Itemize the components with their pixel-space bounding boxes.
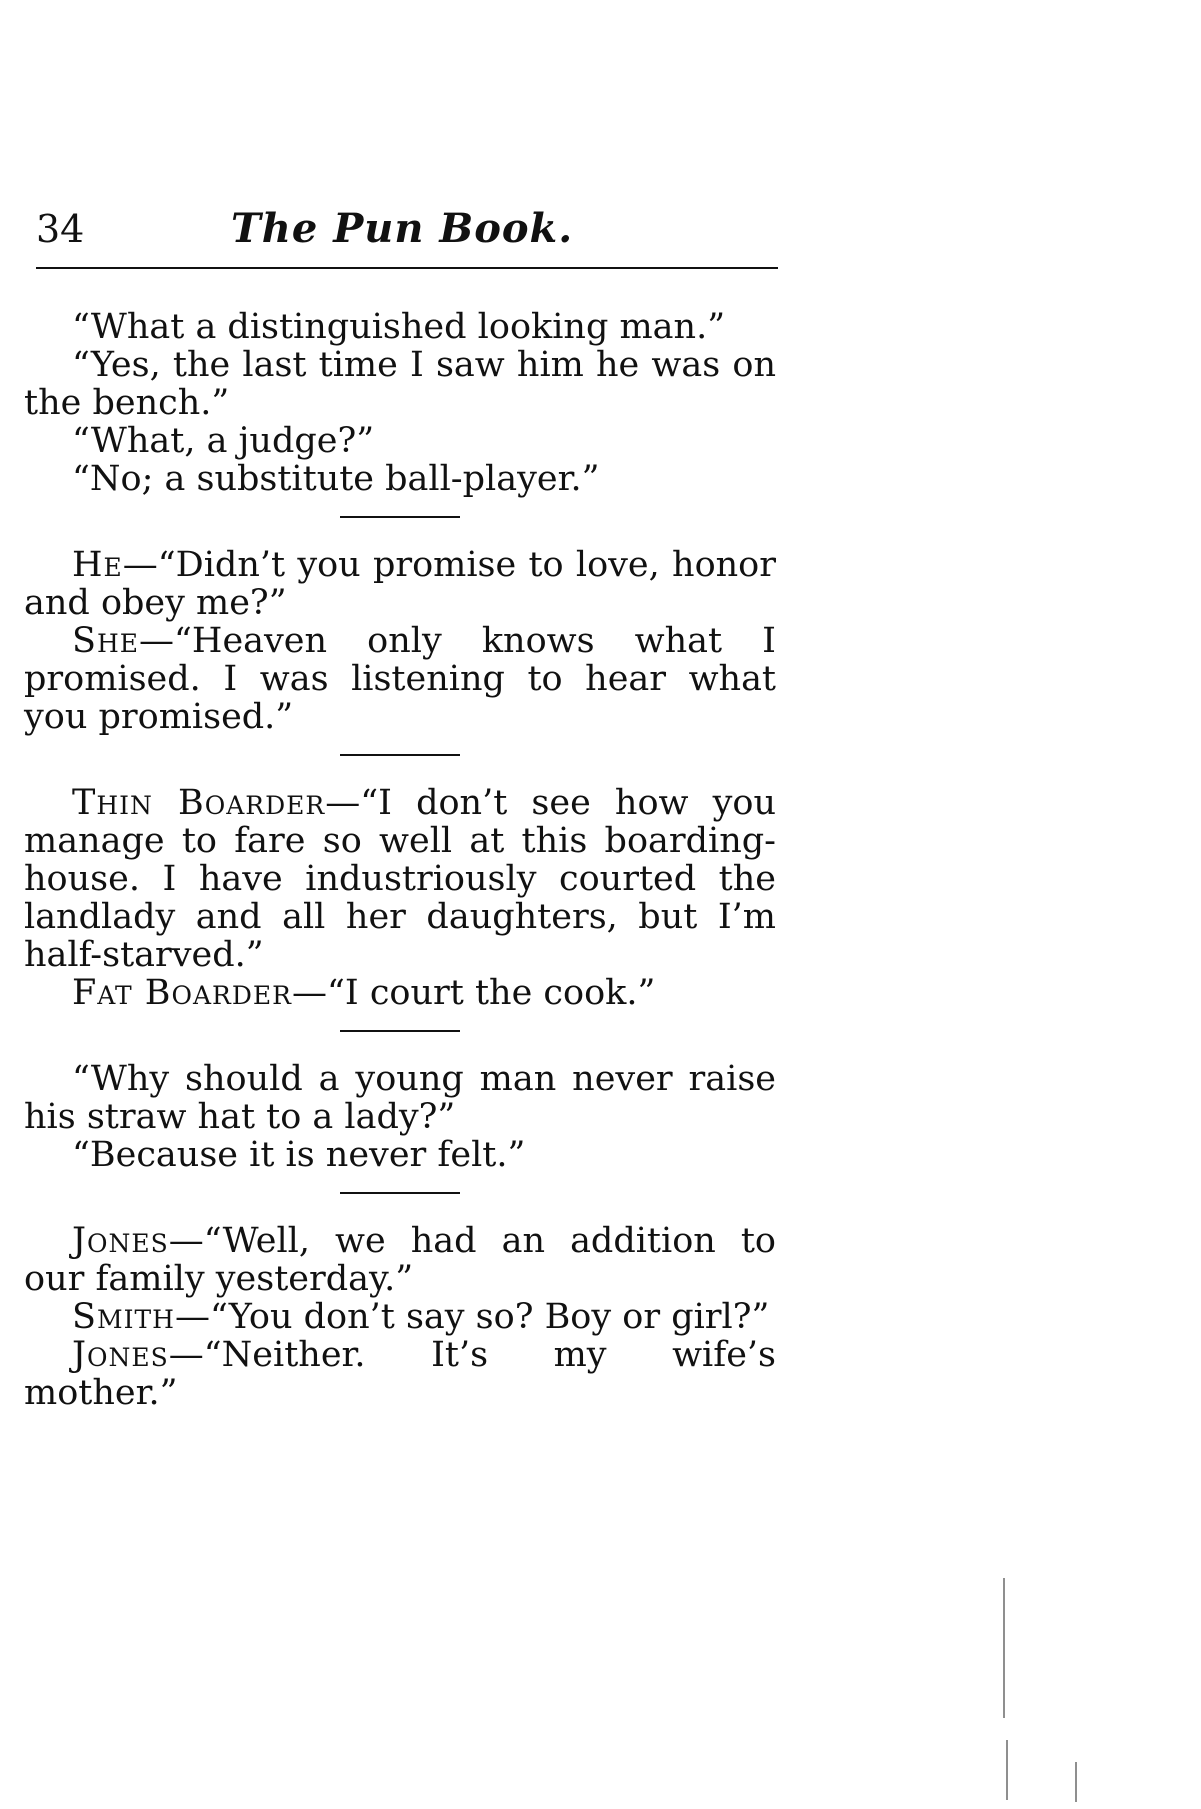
dialogue-line xyxy=(24,546,776,622)
scan-artifact xyxy=(1075,1762,1077,1802)
dialogue-text: —“Heaven only knows what I promised. I was listening to hear what you promised.” xyxy=(24,621,776,737)
dialogue-line xyxy=(24,1136,776,1174)
dialogue-line xyxy=(24,784,776,974)
joke-5 xyxy=(24,1222,776,1412)
section-divider xyxy=(340,516,460,518)
dialogue-text: “Because it is never felt.” xyxy=(72,1135,526,1175)
joke-2 xyxy=(24,546,776,736)
dialogue-line xyxy=(24,460,776,498)
speaker-label: Thin Boarder xyxy=(72,783,326,823)
page-number: 34 xyxy=(36,207,85,251)
dialogue-text: “What, a judge?” xyxy=(72,421,375,461)
dialogue-text: —“I don’t see how you manage to fare so well at this boarding-house. I have industriously courted the landlady and all her daughters, but I’m half-starved.” xyxy=(24,783,776,975)
dialogue-text: “Yes, the last time I saw him he was on the bench.” xyxy=(24,345,776,423)
dialogue-line xyxy=(24,346,776,422)
section-divider xyxy=(340,1030,460,1032)
dialogue-line xyxy=(24,974,776,1012)
section-divider xyxy=(340,754,460,756)
dialogue-line xyxy=(24,1336,776,1412)
dialogue-text: —“I court the cook.” xyxy=(291,973,656,1013)
dialogue-text: “No; a substitute ball-player.” xyxy=(72,459,600,499)
dialogue-line xyxy=(24,1060,776,1136)
dialogue-text: “What a distinguished looking man.” xyxy=(72,307,726,347)
dialogue-text: —“Neither. It’s my wife’s mother.” xyxy=(24,1335,776,1413)
section-divider xyxy=(340,1192,460,1194)
dialogue-text: “Why should a young man never raise his straw hat to a lady?” xyxy=(24,1059,776,1137)
dialogue-line xyxy=(24,1298,776,1336)
joke-4 xyxy=(24,1060,776,1174)
dialogue-line xyxy=(24,1222,776,1298)
speaker-label: Smith xyxy=(72,1297,175,1337)
speaker-label: He xyxy=(72,545,123,585)
joke-3 xyxy=(24,784,776,1012)
speaker-label: Fat Boarder xyxy=(72,973,292,1013)
dialogue-text: —“Well, we had an addition to our family yesterday.” xyxy=(24,1221,776,1299)
joke-1 xyxy=(24,308,776,498)
dialogue-text: —“Didn’t you promise to love, honor and obey me?” xyxy=(24,545,776,623)
dialogue-line xyxy=(24,622,776,736)
page-body xyxy=(24,308,776,1412)
speaker-label: Jones xyxy=(72,1335,169,1375)
dialogue-text: —“You don’t say so? Boy or girl?” xyxy=(174,1297,770,1337)
dialogue-line xyxy=(24,422,776,460)
dialogue-line xyxy=(24,308,776,346)
speaker-label: Jones xyxy=(72,1221,169,1261)
page-header xyxy=(36,205,778,269)
scan-artifact xyxy=(1003,1578,1005,1718)
speaker-label: She xyxy=(72,621,140,661)
scan-artifact xyxy=(1006,1740,1008,1800)
running-title: The Pun Book. xyxy=(231,205,574,252)
